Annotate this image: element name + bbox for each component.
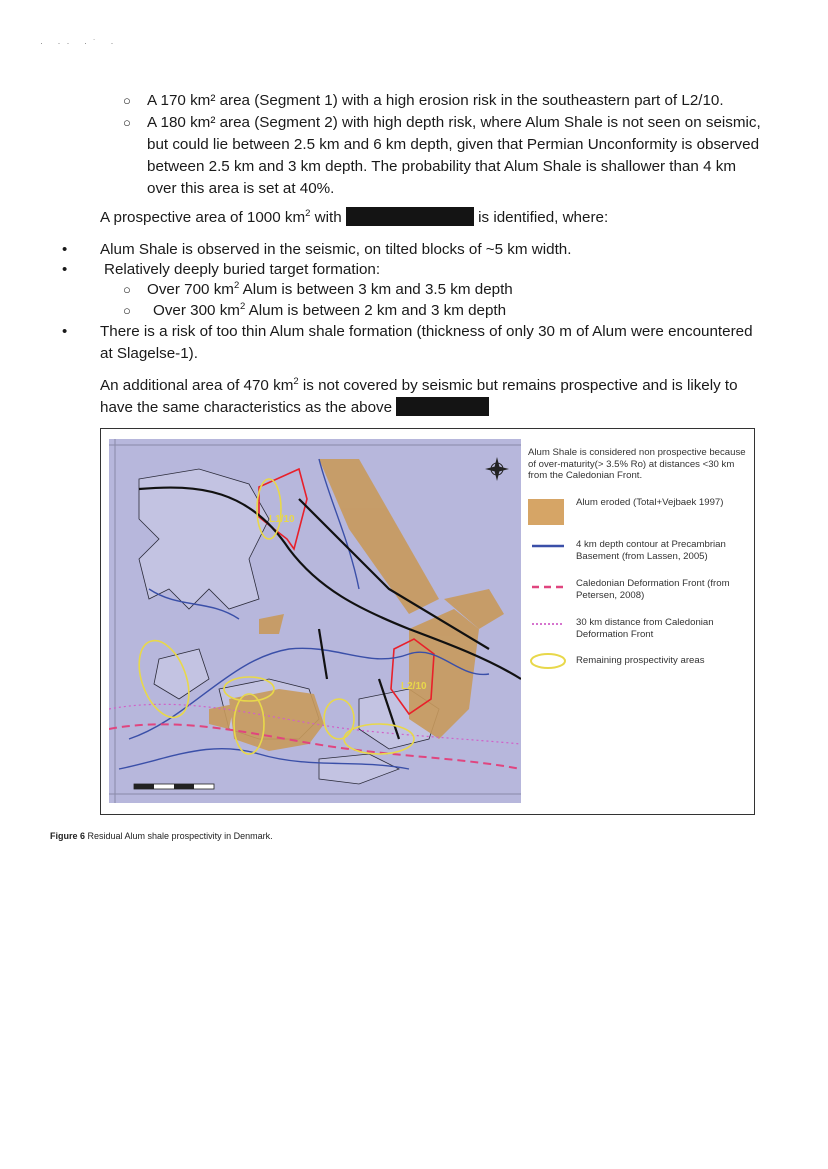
prospectivity-ellipse-icon [528, 651, 568, 671]
additional-paragraph: An additional area of 470 $km^2$ is not covered by seismic but remains prospective and is likely to have the same characteristics as the above [100, 376, 738, 416]
scan-artifact: · ·· ·˙ · [40, 38, 120, 48]
legend-header: Alum Shale is considered non prospective because of over-maturity(> 3.5% Ro) at distances <30 km from the Caledonian Front. [528, 447, 746, 481]
prospective-paragraph: A prospective area of 1000 $km^2$ with is identified, where: [100, 208, 609, 226]
depth-sub-item: ○ Over 700 $km^2$ Alum is between 3 km and 3.5 km depth [123, 279, 768, 301]
licence-l2-label: L2/10 [401, 681, 427, 692]
bullet-item: • Alum Shale is observed in the seismic, on tilted blocks of ~5 km width. [62, 239, 768, 261]
bullet-item: • Relatively deeply buried target formation: [62, 259, 768, 281]
eroded-swatch [528, 499, 564, 525]
segment-2-text: A 180 km² area (Segment 2) with high depth risk, where Alum Shale is not seen on seismic, but could lie between 2.5 km and 6 km depth, given that Permian Unconformity is observed between 2.5 km and 3 km depth. The probability that Alum Shale is shallower than 4 km over this area is set at 40%. [147, 114, 761, 197]
figure-frame: L1/10 L2/10 Alum Shale is considered non prospective because of over-maturity(> 3.5% Ro) at distances <30 km from the Caledonian Front. Alum eroded (Total+Vejbaek 1997) 4 km depth contour at Precambrian Basement (from Lassen, 2005) Caledonian Deformation Front (from Petersen, 2008) 30 km distance from Caledonian Deformation Front Remaining prospectivity areas [100, 428, 755, 815]
caledonian-front-icon [528, 582, 568, 592]
segment-2-item [123, 112, 768, 200]
segment-1-item [123, 90, 768, 112]
circle-bullet-icon: ○ [123, 93, 131, 108]
circle-bullet-icon: ○ [123, 282, 131, 297]
bullet-icon: • [62, 323, 68, 340]
redaction-box [396, 397, 489, 416]
distance-line-icon [528, 619, 568, 629]
depth-contour-icon [528, 541, 568, 551]
bullet-icon: • [62, 261, 68, 278]
licence-l1-label: L1/10 [269, 514, 295, 525]
figure-caption: Figure 6 Residual Alum shale prospectivity in Denmark. [50, 831, 273, 841]
bullet-icon: • [62, 241, 68, 258]
denmark-prospectivity-map [109, 439, 521, 803]
segment-1-text: A 170 km² area (Segment 1) with a high erosion risk in the southeastern part of L2/10. [147, 92, 724, 109]
redaction-box [346, 207, 474, 226]
scale-bar [134, 784, 214, 789]
depth-sub-item: ○ Over 300 $km^2$ Alum is between 2 km and 3 km depth [123, 300, 768, 322]
circle-bullet-icon: ○ [123, 115, 131, 130]
circle-bullet-icon: ○ [123, 303, 131, 318]
bullet-item: • There is a risk of too thin Alum shale formation (thickness of only 30 m of Alum were encountered at Slagelse-1). [62, 323, 753, 362]
